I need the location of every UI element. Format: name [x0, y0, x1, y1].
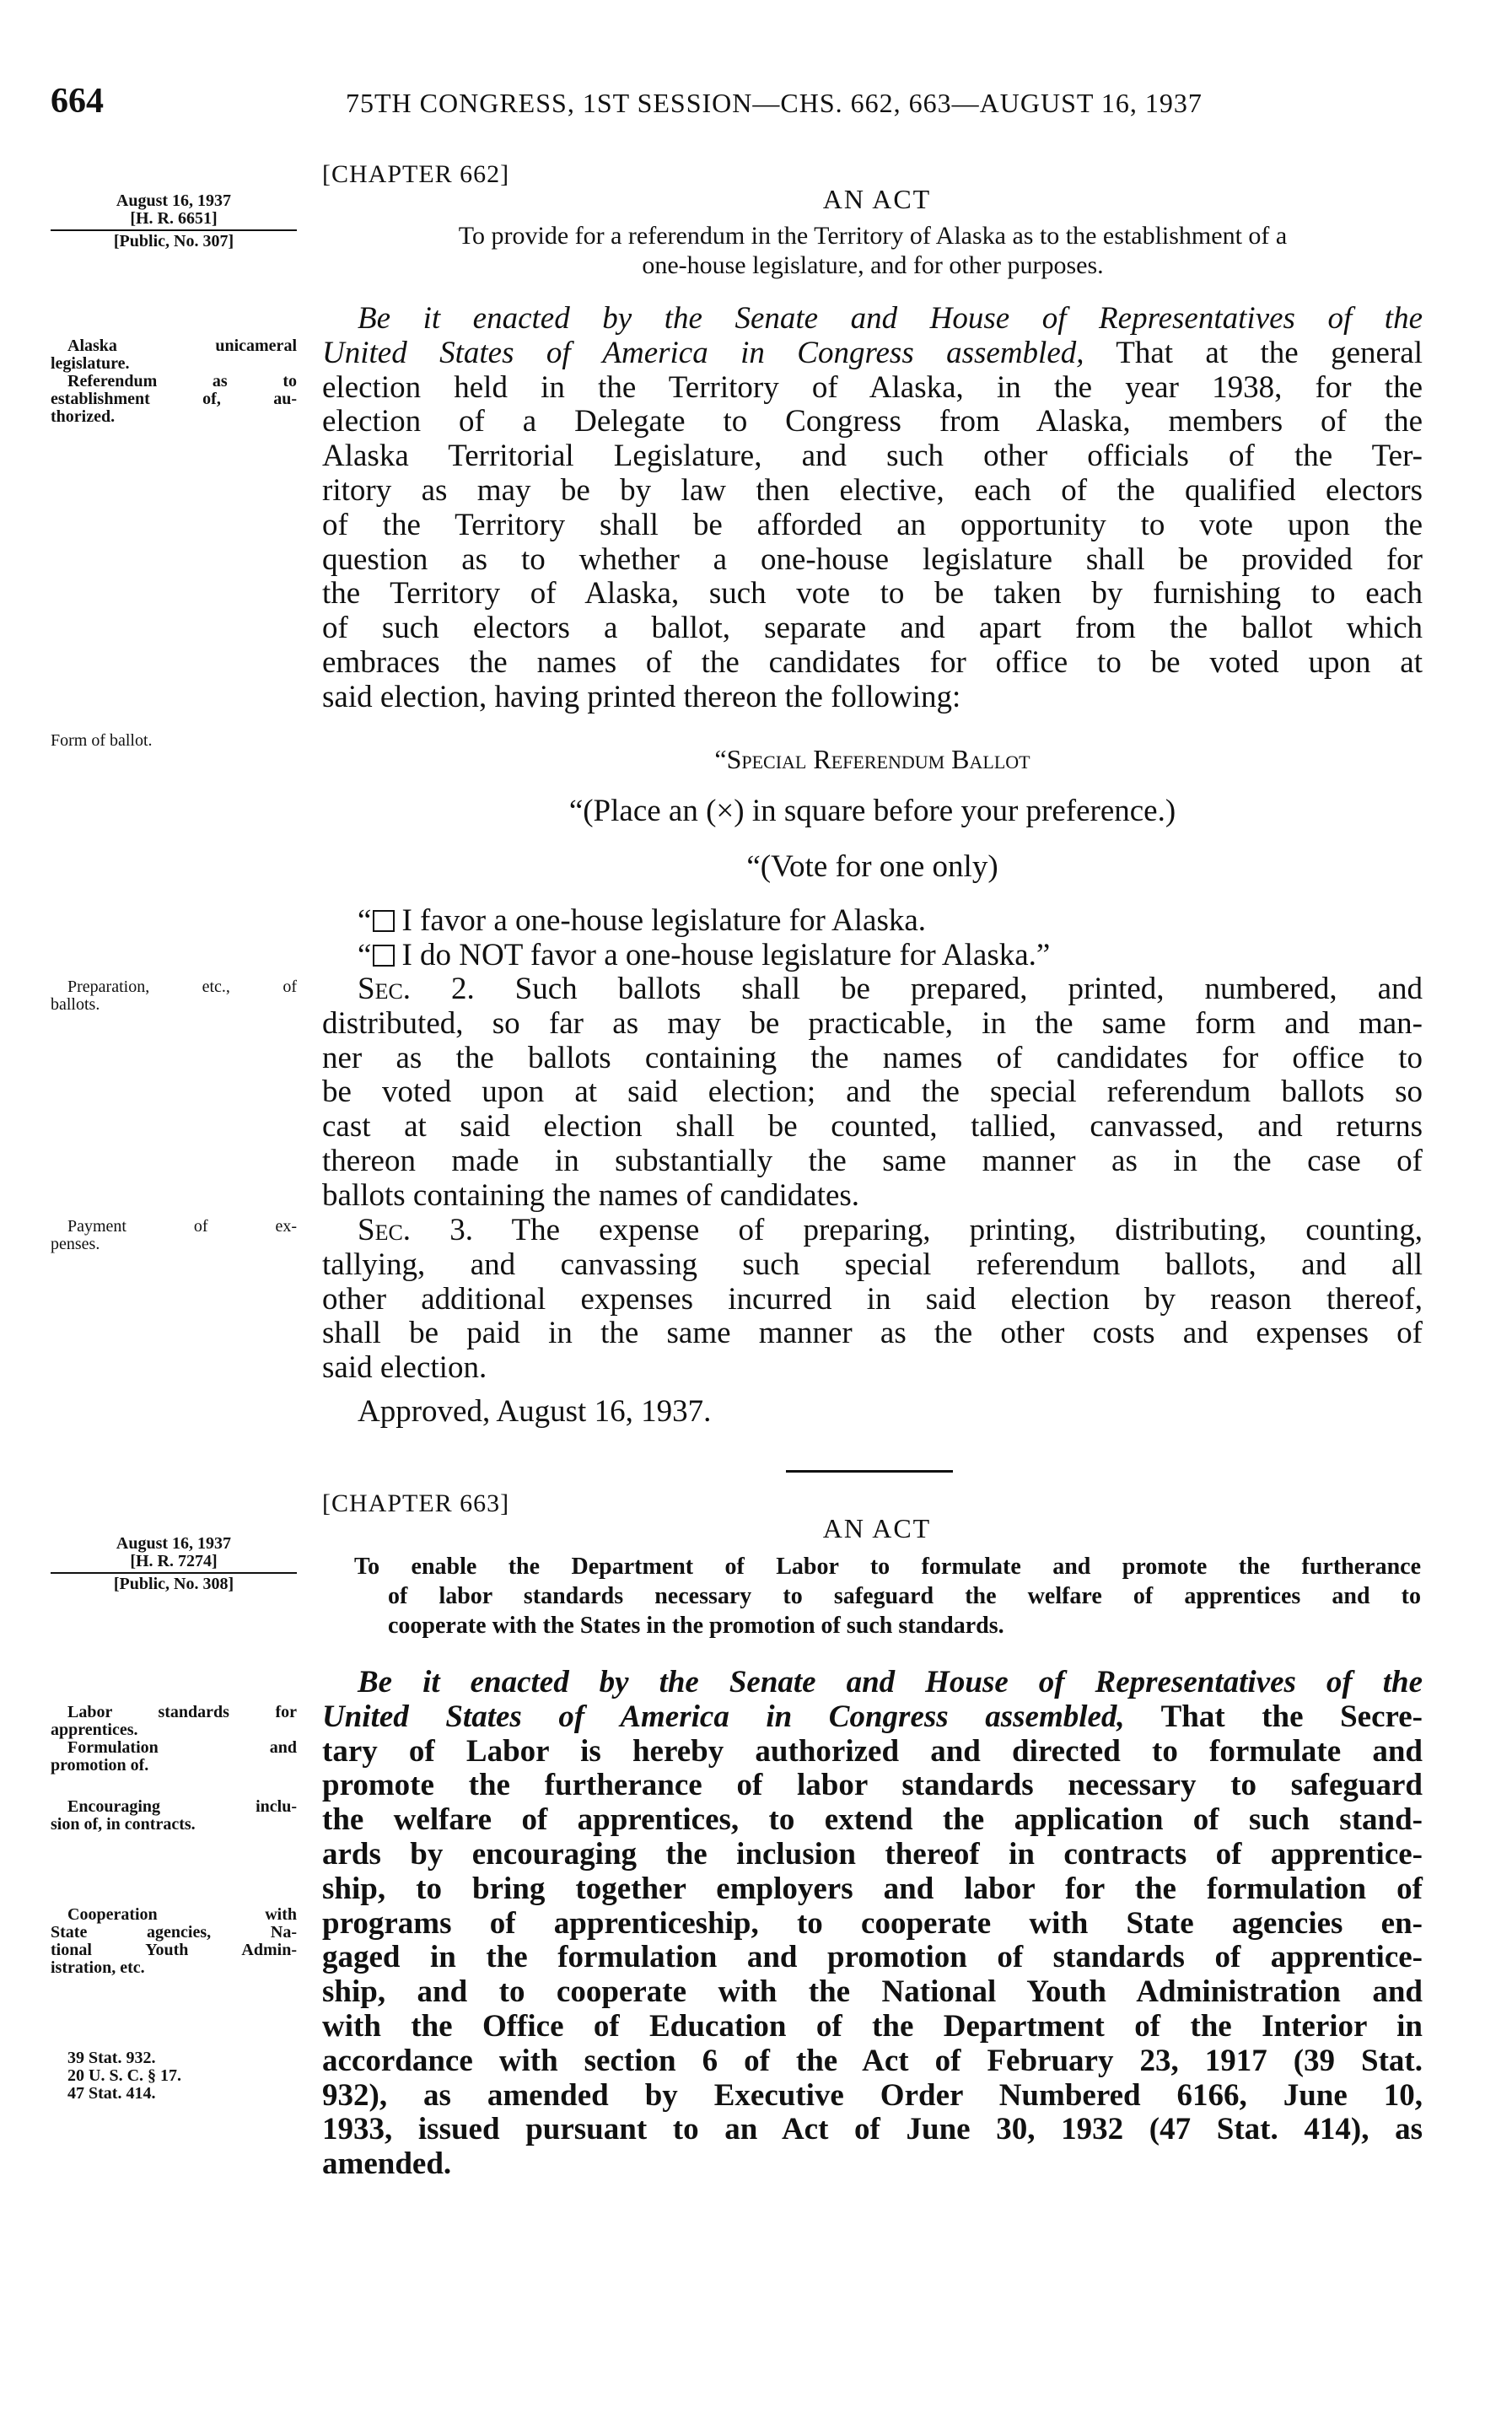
- line-text: with the Office of Education of the Department of the Interior in: [322, 2008, 1423, 2044]
- ballot-heading-text: “Special Referendum Ballot: [714, 744, 1030, 774]
- line-text: amended.: [322, 2146, 452, 2182]
- text-line: [322, 1179, 1423, 1214]
- line-text: 932), as amended by Executive Order Numbered 6166, June 10,: [322, 2077, 1423, 2113]
- line-text: 1933, issued pursuant to an Act of June 30, 1932 (47 Stat. 414), as: [322, 2112, 1423, 2147]
- running-head: 75TH CONGRESS, 1ST SESSION—CHS. 662, 663—AUGUST 16, 1937: [346, 88, 1203, 118]
- chapter-663-heading: [CHAPTER 663]: [322, 1489, 510, 1517]
- line-text: ballots containing the names of candidates.: [322, 1177, 860, 1213]
- margin-line: Referendum as to: [67, 372, 297, 390]
- chapter-663-an-act: AN ACT: [822, 1513, 932, 1543]
- margin-line: 20 U. S. C. § 17.: [67, 2066, 182, 2085]
- text-line: [322, 1351, 1423, 1386]
- text-line: [322, 1941, 1423, 1975]
- line-text: other additional expenses incurred in said election by reason thereof,: [322, 1281, 1423, 1317]
- text-line: [322, 302, 1423, 337]
- chapter-662-enacting-clause: [322, 302, 1423, 715]
- italic-text: United States of America in Congress assembled,: [322, 1699, 1125, 1734]
- margin-public-law: [Public, No. 308]: [113, 1575, 234, 1593]
- section-label: Sec.: [358, 972, 412, 1006]
- margin-line: Labor standards for: [67, 1703, 297, 1721]
- page-number: 664: [51, 82, 104, 121]
- ballot-option: [322, 939, 1423, 973]
- chapter-662-an-act: AN ACT: [822, 184, 932, 214]
- line-text: the welfare of apprentices, to extend the application of such stand-: [322, 1802, 1423, 1838]
- margin-line: Encouraging inclu-: [67, 1797, 297, 1816]
- line-text: cast at said election shall be counted, tallied, canvassed, and returns: [322, 1109, 1423, 1145]
- line-text: of such electors a ballot, separate and apart from the ballot which: [322, 611, 1423, 646]
- margin-line: sion of, in contracts.: [51, 1815, 196, 1834]
- italic-text: Be it enacted by the Senate and House of Representatives of the: [358, 301, 1423, 336]
- margin-date: August 16, 1937: [116, 191, 232, 210]
- text-line: [322, 1975, 1423, 2010]
- chapter-663-title: [354, 1552, 1421, 1640]
- margin-line: Payment of ex-: [67, 1217, 297, 1236]
- margin-note-alaska: [51, 337, 297, 426]
- line-text: That at the general: [1084, 335, 1423, 370]
- text-line: [322, 577, 1423, 611]
- quote-mark: “: [358, 937, 372, 972]
- text-line: [322, 337, 1423, 371]
- text-line: [322, 1872, 1423, 1907]
- line-text: of the Territory shall be afforded an opportunity to vote upon the: [322, 507, 1423, 542]
- text-line: [322, 1700, 1423, 1735]
- line-text: embraces the names of the candidates for office to be voted upon at: [322, 644, 1423, 680]
- italic-text: United States of America in Congress assembled,: [322, 335, 1084, 370]
- text-line: [322, 439, 1423, 474]
- margin-note-citations: [51, 2049, 297, 2103]
- line-text: election of a Delegate to Congress from Alaska, members of the: [322, 404, 1423, 439]
- text-line: [322, 2147, 1423, 2182]
- margin-note-payment: [51, 1218, 297, 1253]
- line-text: election held in the Territory of Alaska, in the year 1938, for the: [322, 369, 1423, 405]
- text-line: [322, 2044, 1423, 2079]
- chapter-663-margin-citation: [51, 1535, 297, 1593]
- title-line: To enable the Department of Labor to formulate and promote the furtherance: [354, 1554, 1421, 1580]
- line-text: be voted upon at said election; and the special referendum ballots so: [322, 1075, 1423, 1110]
- chapter-divider-rule: [786, 1470, 953, 1473]
- line-text: ship, to bring together employers and labor for the formulation of: [322, 1871, 1423, 1906]
- text-line: [322, 681, 1423, 715]
- line-text: 3. The expense of preparing, printing, distributing, counting,: [411, 1213, 1423, 1247]
- text-line: [322, 611, 1423, 646]
- title-line: of labor standards necessary to safeguard the welfare of apprentices and to: [388, 1583, 1421, 1609]
- chapter-662-title: [320, 221, 1425, 280]
- text-line: [322, 1007, 1423, 1042]
- margin-line: Cooperation with: [67, 1905, 297, 1924]
- margin-note-cooperation: [51, 1906, 297, 1977]
- title-line: cooperate with the States in the promotion of such standards.: [388, 1613, 1004, 1639]
- line-text: distributed, so far as may be practicable, in the same form and man-: [322, 1005, 1423, 1041]
- margin-line: tional Youth Admin-: [51, 1941, 297, 1959]
- text-line: [322, 1248, 1423, 1283]
- line-text: tary of Labor is hereby authorized and directed to formulate and: [322, 1733, 1423, 1769]
- margin-line: apprentices.: [51, 1721, 138, 1739]
- margin-divider: [51, 229, 297, 231]
- text-line: [322, 405, 1423, 439]
- checkbox-square-icon: [373, 910, 395, 932]
- line-text: the Territory of Alaska, such vote to be taken by furnishing to each: [322, 576, 1423, 611]
- quote-mark: “: [358, 903, 372, 938]
- text-line: [322, 972, 1423, 1007]
- margin-line: promotion of.: [51, 1756, 149, 1775]
- text-line: [322, 509, 1423, 543]
- title-line: To provide for a referendum in the Territory of Alaska as to the establishment of a: [458, 222, 1288, 250]
- margin-public-law: [Public, No. 307]: [113, 232, 234, 250]
- line-text: thereon made in substantially the same manner as in the case of: [322, 1143, 1423, 1178]
- text-line: [322, 1283, 1423, 1317]
- ballot-instruction: “(Place an (×) in square before your preference.): [568, 794, 1176, 828]
- margin-line: Formulation and: [67, 1738, 297, 1757]
- line-text: Alaska Territorial Legislature, and such other officials of the Ter-: [322, 439, 1423, 474]
- text-line: [322, 646, 1423, 681]
- text-line: [322, 543, 1423, 578]
- margin-note-labor-standards: [51, 1704, 297, 1775]
- text-line: [322, 371, 1423, 406]
- line-text: That the Secre-: [1124, 1699, 1423, 1734]
- margin-line: legislature.: [51, 354, 130, 373]
- margin-note-ballot: Form of ballot.: [51, 731, 153, 750]
- line-text: ards by encouraging the inclusion thereof in contracts of apprentice-: [322, 1836, 1423, 1872]
- text-line: [322, 1735, 1423, 1769]
- margin-note-preparation: [51, 978, 297, 1014]
- text-line: [322, 1838, 1423, 1872]
- text-line: [322, 1666, 1423, 1700]
- text-line: [322, 1907, 1423, 1942]
- line-text: ritory as may be by law then elective, each of the qualified electors: [322, 472, 1423, 508]
- text-line: [322, 2113, 1423, 2147]
- text-line: [322, 1317, 1423, 1351]
- text-line: [322, 1145, 1423, 1179]
- margin-line: istration, etc.: [51, 1958, 145, 1977]
- line-text: programs of apprenticeship, to cooperate with State agencies en-: [322, 1905, 1423, 1941]
- chapter-663-enacting-clause: [322, 1666, 1423, 2182]
- ballot-options: [322, 904, 1423, 973]
- line-text: said election, having printed thereon the following:: [322, 679, 961, 714]
- ballot-heading: [322, 742, 1423, 777]
- margin-line: ballots.: [51, 995, 100, 1014]
- text-line: [322, 1803, 1423, 1838]
- section-3: [322, 1214, 1423, 1386]
- line-text: said election.: [322, 1350, 487, 1386]
- ballot-option: [322, 904, 1423, 939]
- margin-line: Preparation, etc., of: [67, 978, 297, 996]
- line-text: question as to whether a one-house legislature shall be provided for: [322, 541, 1423, 577]
- margin-divider: [51, 1572, 297, 1574]
- text-line: [322, 1769, 1423, 1803]
- line-text: ship, and to cooperate with the National Youth Administration and: [322, 1974, 1423, 2010]
- chapter-662-margin-citation: [51, 192, 297, 250]
- margin-line: Alaska unicameral: [67, 337, 297, 355]
- line-text: shall be paid in the same manner as the other costs and expenses of: [322, 1316, 1423, 1351]
- margin-note-encouraging: [51, 1798, 297, 1834]
- text-line: [322, 2010, 1423, 2044]
- line-text: 2. Such ballots shall be prepared, printed, numbered, and: [411, 972, 1423, 1006]
- approved-date: Approved, August 16, 1937.: [358, 1394, 712, 1429]
- text-line: [322, 2079, 1423, 2114]
- text-line: [322, 1110, 1423, 1145]
- line-text: gaged in the formulation and promotion of standards of apprentice-: [322, 1940, 1423, 1975]
- margin-line: 39 Stat. 932.: [67, 2049, 156, 2067]
- margin-bill-number: [H. R. 7274]: [130, 1552, 218, 1570]
- text-line: [322, 1042, 1423, 1076]
- ballot-vote-instruction: “(Vote for one only): [746, 849, 998, 884]
- section-2: [322, 972, 1423, 1214]
- text-line: [322, 474, 1423, 509]
- checkbox-square-icon: [373, 945, 395, 967]
- margin-line: penses.: [51, 1235, 100, 1253]
- line-text: accordance with section 6 of the Act of February 23, 1917 (39 Stat.: [322, 2043, 1423, 2078]
- italic-text: Be it enacted by the Senate and House of Representatives of the: [358, 1665, 1423, 1699]
- chapter-662-heading: [CHAPTER 662]: [322, 160, 510, 188]
- text-line: [322, 1075, 1423, 1110]
- margin-line: establishment of, au-: [51, 390, 297, 408]
- margin-line: thorized.: [51, 407, 116, 426]
- margin-line: State agencies, Na-: [51, 1923, 297, 1942]
- margin-bill-number: [H. R. 6651]: [130, 209, 218, 228]
- text-line: [322, 1214, 1423, 1248]
- line-text: promote the furtherance of labor standards necessary to safeguard: [322, 1768, 1423, 1803]
- line-text: ner as the ballots containing the names of candidates for office to: [322, 1040, 1423, 1075]
- section-label: Sec.: [358, 1213, 412, 1247]
- margin-date: August 16, 1937: [116, 1534, 232, 1553]
- title-line: one-house legislature, and for other purposes.: [642, 251, 1104, 279]
- line-text: tallying, and canvassing such special referendum ballots, and all: [322, 1247, 1423, 1282]
- ballot-option-text: I do NOT favor a one-house legislature for Alaska.”: [401, 937, 1051, 972]
- ballot-option-text: I favor a one-house legislature for Alaska.: [401, 903, 927, 938]
- margin-line: 47 Stat. 414.: [67, 2084, 156, 2103]
